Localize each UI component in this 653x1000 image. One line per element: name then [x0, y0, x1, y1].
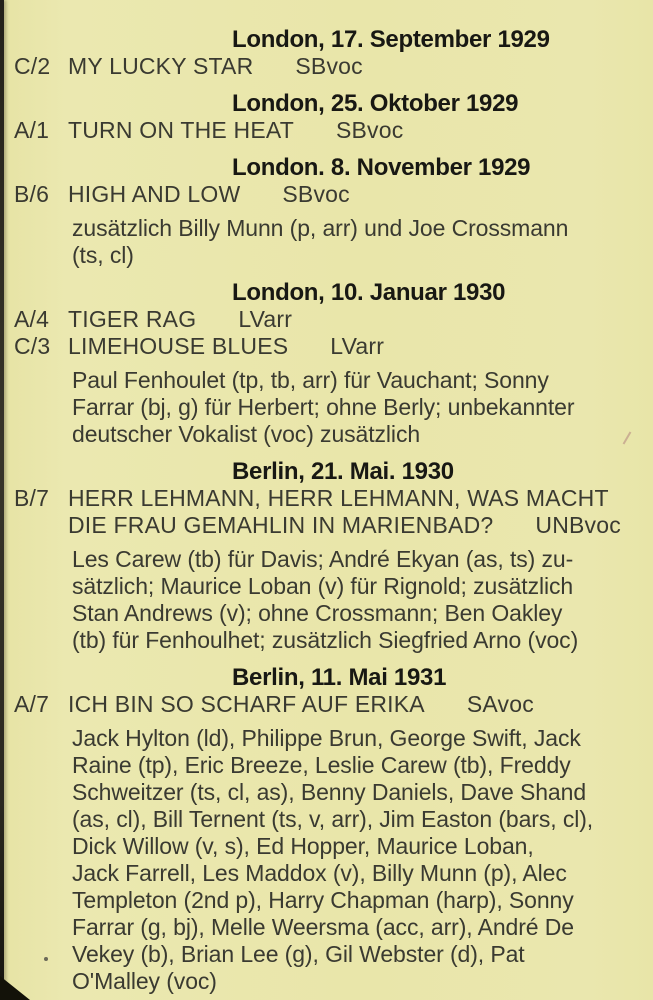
personnel-note-line: deutscher Vokalist (voc) zusätzlich	[72, 421, 421, 447]
track-row	[0, 53, 647, 80]
track-title	[68, 306, 647, 333]
track-code: B/7	[14, 485, 50, 511]
vocalist-code: SBvoc	[282, 181, 350, 207]
vocalist-code: SBvoc	[335, 117, 404, 143]
track-title	[68, 117, 647, 144]
track-row	[0, 117, 647, 144]
personnel-note-line: Les Carew (tb) für Davis; André Ekyan (as, ts) zu-	[72, 546, 574, 572]
vocalist-code: LVarr	[238, 306, 293, 332]
track-title-line	[68, 333, 647, 360]
personnel-note-line: Paul Fenhoulet (tp, tb, arr) für Vauchant; Sonny	[72, 367, 549, 393]
track-title-line	[68, 53, 647, 80]
personnel-note-line: (ts, cl)	[72, 242, 134, 268]
personnel-note	[72, 725, 647, 995]
track-title	[68, 333, 647, 360]
track-title-line	[68, 181, 647, 208]
track-row	[0, 691, 647, 718]
scan-edge-artifact	[0, 0, 4, 1000]
track-title-text: HERR LEHMANN, HERR LEHMANN, WAS MACHT	[68, 485, 609, 511]
personnel-note-line: Vekey (b), Brian Lee (g), Gil Webster (d), Pat	[72, 941, 525, 967]
track-title-line	[68, 691, 647, 718]
personnel-note	[72, 367, 647, 448]
track-title-text: TURN ON THE HEAT	[68, 117, 294, 143]
personnel-note-line: Schweitzer (ts, cl, as), Benny Daniels, Dave Shand	[72, 779, 587, 805]
personnel-note-line: Dick Willow (v, s), Ed Hopper, Maurice Loban,	[72, 833, 534, 859]
personnel-note	[72, 215, 647, 269]
track-row	[0, 181, 647, 208]
session	[0, 26, 647, 80]
track-title	[68, 181, 647, 208]
track-title-text: DIE FRAU GEMAHLIN IN MARIENBAD?	[68, 512, 494, 538]
track-title	[68, 53, 647, 80]
personnel-note	[72, 546, 647, 654]
track-code: A/7	[14, 691, 50, 717]
personnel-note-line: Jack Farrell, Les Maddox (v), Billy Munn (p), Alec	[72, 860, 567, 886]
personnel-note-line: Farrar (bj, g) für Herbert; ohne Berly; unbekannter	[72, 394, 575, 420]
track-row	[0, 333, 647, 360]
scan-corner-artifact	[0, 976, 30, 1000]
personnel-note-line: Stan Andrews (v); ohne Crossmann; Ben Oakley	[72, 600, 563, 626]
personnel-note-line: Jack Hylton (ld), Philippe Brun, George Swift, Jack	[72, 725, 581, 751]
paper-speck-artifact	[44, 957, 48, 961]
track-code: A/1	[14, 117, 50, 143]
track-title-text: ICH BIN SO SCHARF AUF ERIKA	[68, 691, 425, 717]
personnel-note-line: O'Malley (voc)	[72, 968, 217, 994]
track-row	[0, 306, 647, 333]
track-title-line	[68, 485, 647, 512]
track-row	[0, 485, 647, 539]
track-code: C/2	[14, 53, 51, 79]
track-title-text: TIGER RAG	[68, 306, 197, 332]
session	[0, 90, 647, 144]
personnel-note-line: zusätzlich Billy Munn (p, arr) und Joe Crossmann	[72, 215, 569, 241]
track-title-line	[68, 306, 647, 333]
track-title-text: MY LUCKY STAR	[68, 53, 254, 79]
track-code: A/4	[14, 306, 50, 332]
personnel-note-line: (as, cl), Bill Ternent (ts, v, arr), Jim Easton (bars, cl),	[72, 806, 594, 832]
track-title-line	[68, 512, 647, 539]
session-heading: London, 10. Januar 1930	[232, 279, 506, 306]
track-title-line	[68, 117, 647, 144]
session	[0, 154, 647, 269]
vocalist-code: SAvoc	[466, 691, 534, 717]
personnel-note-line: (tb) für Fenhoulhet; zusätzlich Siegfried Arno (voc)	[72, 627, 579, 653]
personnel-note-line: Templeton (2nd p), Harry Chapman (harp), Sonny	[72, 887, 574, 913]
session-heading: London. 8. November 1929	[232, 154, 531, 181]
session	[0, 664, 647, 995]
personnel-note-line: Raine (tp), Eric Breeze, Leslie Carew (tb), Freddy	[72, 752, 571, 778]
session-heading: Berlin, 11. Mai 1931	[232, 664, 447, 691]
vocalist-code: UNBvoc	[535, 512, 621, 538]
personnel-note-line: Farrar (g, bj), Melle Weersma (acc, arr), André De	[72, 914, 574, 940]
session	[0, 279, 647, 448]
session-heading: Berlin, 21. Mai. 1930	[232, 458, 454, 485]
session-heading: London, 17. September 1929	[232, 26, 550, 53]
track-title-text: HIGH AND LOW	[68, 181, 241, 207]
personnel-note-line: sätzlich; Maurice Loban (v) für Rignold; zusätzlich	[72, 573, 574, 599]
track-title	[68, 485, 647, 539]
session	[0, 458, 647, 654]
vocalist-code: SBvoc	[295, 53, 363, 79]
vocalist-code: LVarr	[330, 333, 385, 359]
track-code: C/3	[14, 333, 51, 359]
track-title-text: LIMEHOUSE BLUES	[68, 333, 289, 359]
track-title	[68, 691, 647, 718]
session-heading: London, 25. Oktober 1929	[232, 90, 519, 117]
track-code: B/6	[14, 181, 50, 207]
